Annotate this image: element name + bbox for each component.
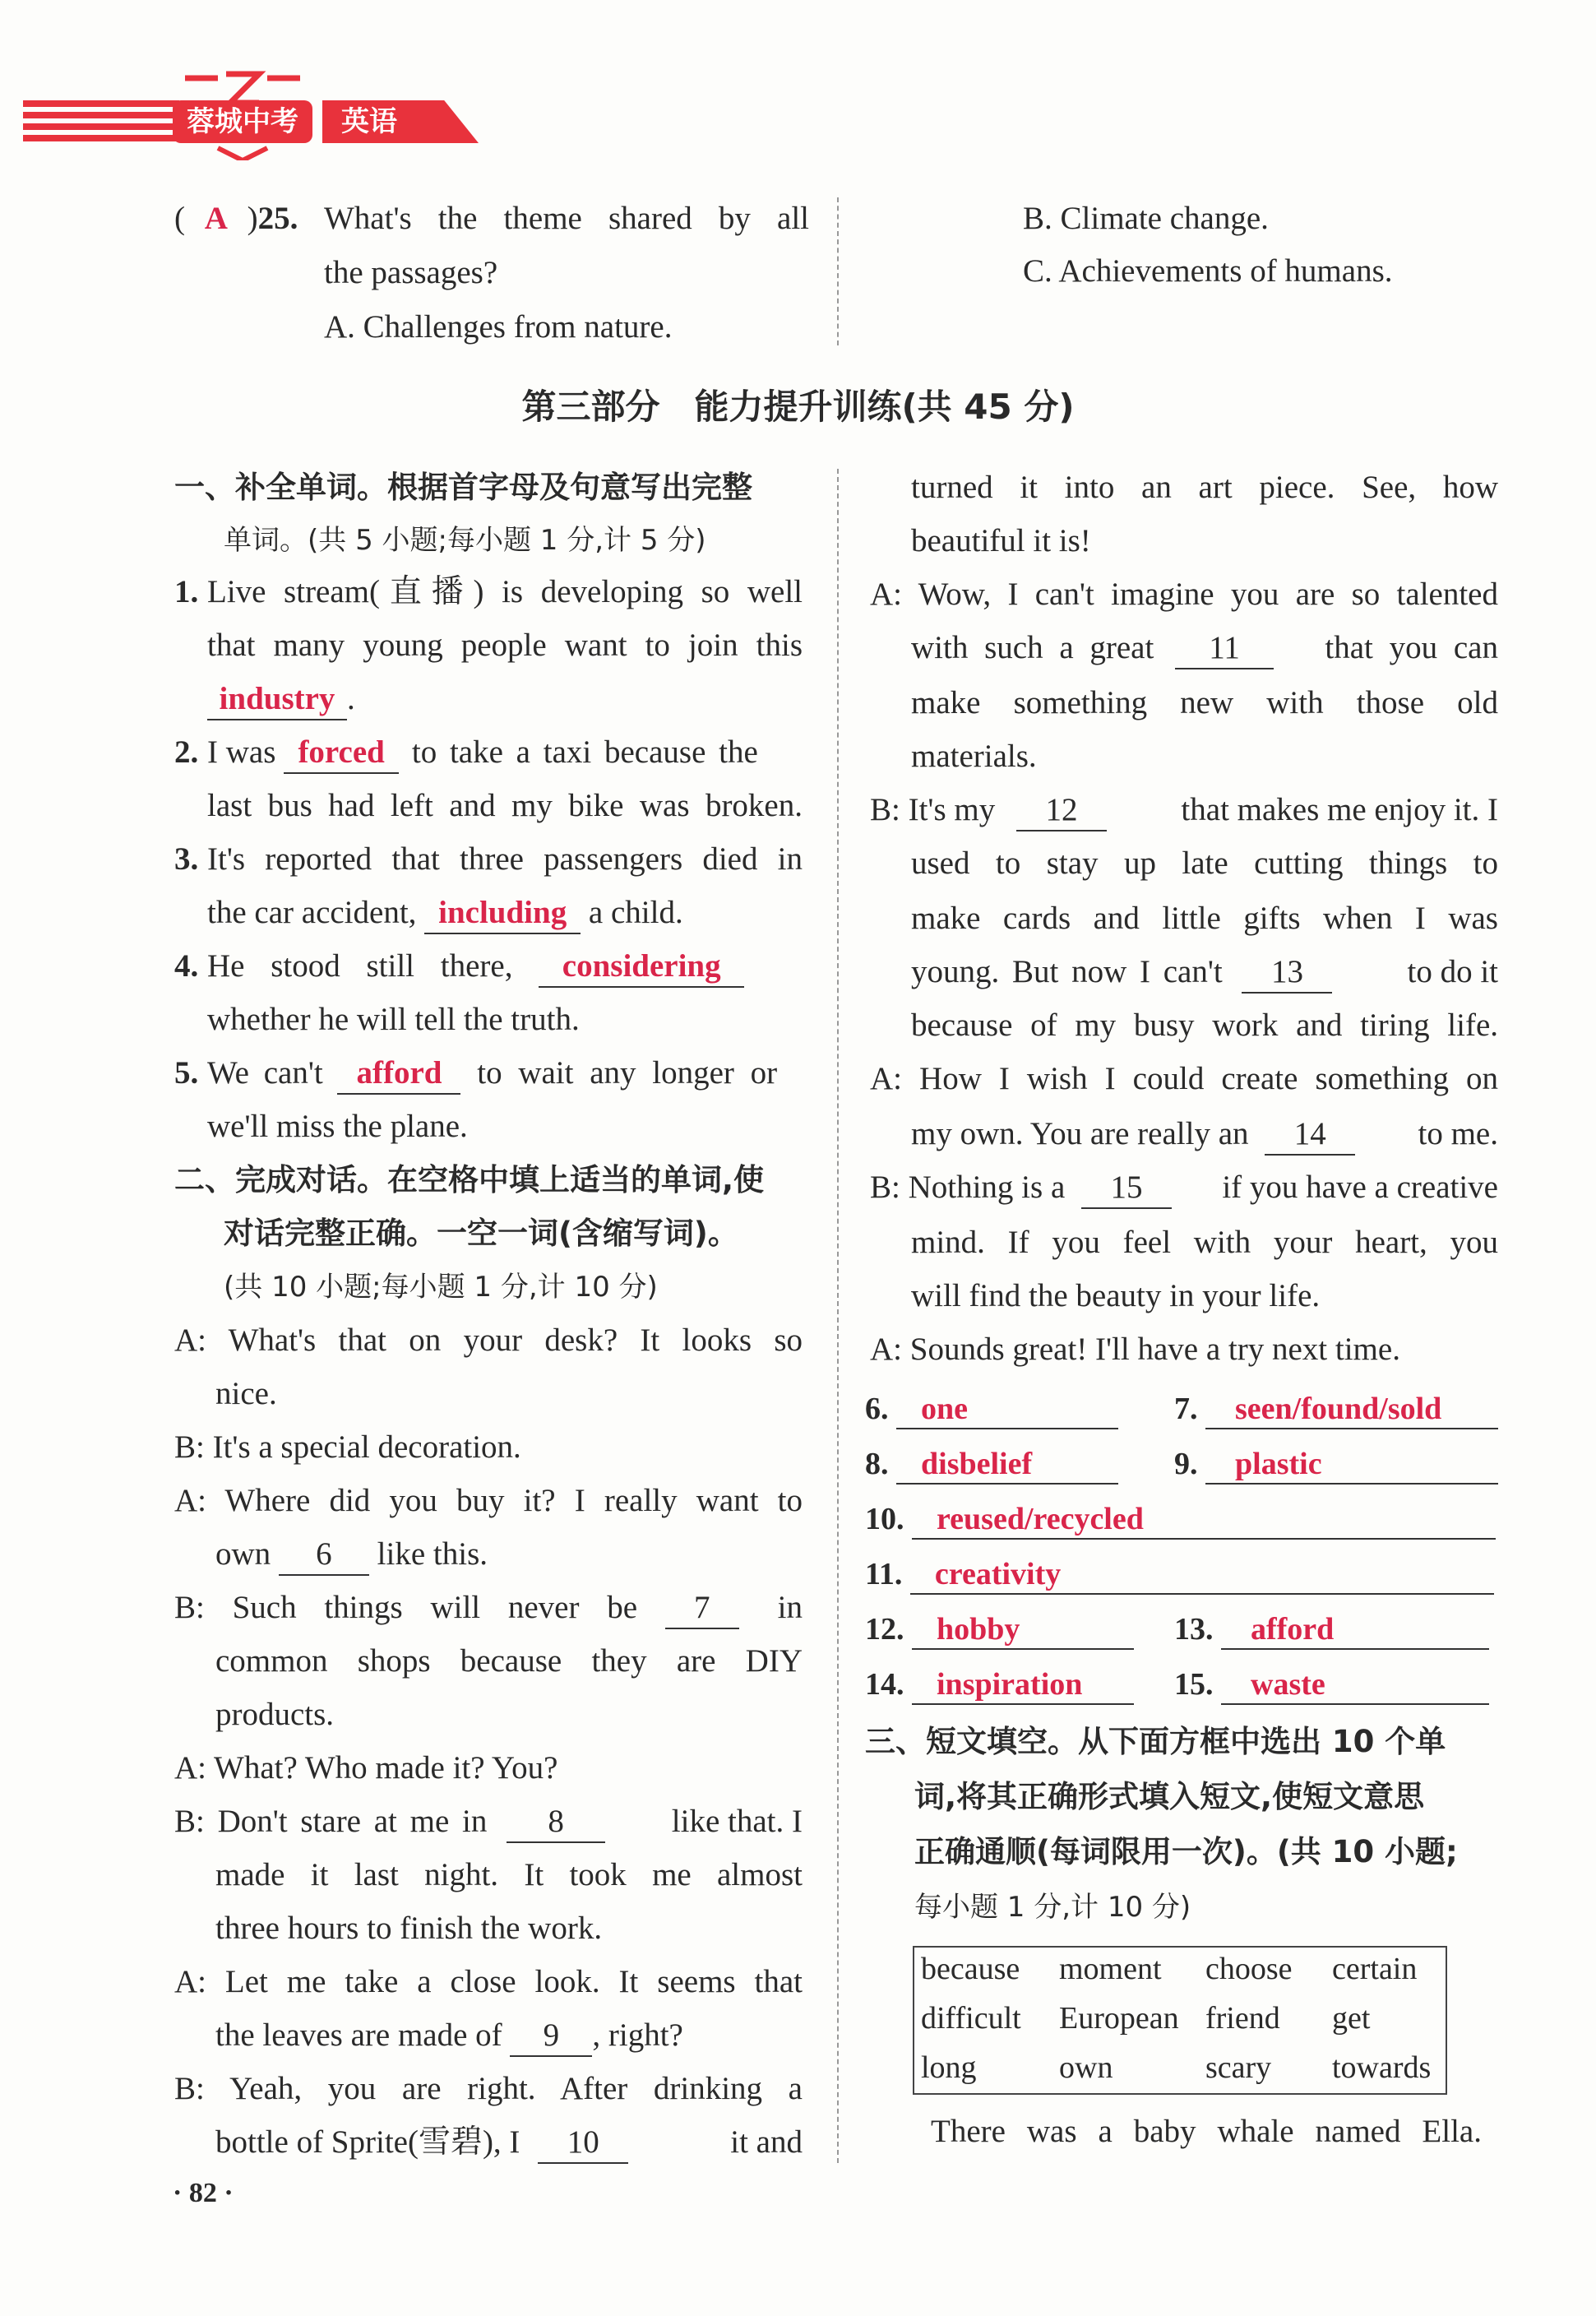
- q25-option-a: A. Challenges from nature.: [324, 309, 673, 345]
- dialog-line: A: Wow, I can't imagine you are so talented: [870, 577, 1498, 612]
- answer: disbelief: [921, 1447, 1033, 1481]
- dialog-line: because of my busy work and tiring life.: [911, 1007, 1498, 1043]
- item-number: 1.: [174, 574, 199, 609]
- answer: seen/found/sold: [1235, 1392, 1442, 1426]
- dialog-line: materials.: [911, 739, 1037, 774]
- dialog-line: B: Nothing is a 15 if you have a creative: [870, 1163, 1498, 1212]
- paren: ): [247, 201, 258, 236]
- dialog-line: A: What's that on your desk? It looks so: [174, 1322, 803, 1358]
- answer: plastic: [1235, 1447, 1322, 1481]
- item-line: He stood still there, considering: [207, 942, 744, 991]
- answer: hobby: [937, 1612, 1020, 1647]
- dialog-line: A: How I wish I could create something on: [870, 1061, 1498, 1096]
- dialog-line: the leaves are made of 9 , right?: [215, 2011, 683, 2060]
- answer: industry: [219, 681, 335, 716]
- answer: considering: [562, 948, 721, 984]
- item-text: Live stream(直播) is developing so well: [207, 574, 803, 609]
- dialog-line: beautiful it is!: [911, 523, 1091, 558]
- blank-6: 6: [279, 1536, 369, 1576]
- section-title: 每小题 1 分,计 10 分): [914, 1891, 1191, 1924]
- page-number: · 82 ·: [173, 2178, 234, 2208]
- dialog-line: B: It's a special decoration.: [174, 1429, 521, 1465]
- section-title: (共 10 小题;每小题 1 分,计 10 分): [224, 1271, 658, 1304]
- dialog-line: make cards and little gifts when I was: [911, 901, 1498, 936]
- answer: inspiration: [937, 1667, 1083, 1702]
- answer: one: [921, 1392, 968, 1426]
- dialog-line: A: What? Who made it? You?: [174, 1750, 558, 1786]
- blank-7: 7: [665, 1590, 739, 1629]
- section-title: 正确通顺(每词限用一次)。(共 10 小题;: [914, 1834, 1458, 1869]
- dialog-line: B: Yeah, you are right. After drinking a: [174, 2071, 803, 2106]
- item-line: I was forced to take a taxi because the: [207, 728, 803, 777]
- answer-row: 12. hobby: [865, 1605, 1134, 1654]
- dialog-line: three hours to finish the work.: [215, 1911, 603, 1946]
- column-divider: [837, 197, 839, 345]
- answer-row: 14. inspiration: [865, 1660, 1134, 1709]
- dialog-line: with such a great 11 that you can: [911, 623, 1498, 673]
- dialog-line: B: Such things will never be 7 in: [174, 1583, 803, 1633]
- blank-13: 13: [1242, 954, 1332, 994]
- answer-row: 11. creativity: [865, 1549, 1494, 1599]
- item-text: we'll miss the plane.: [207, 1109, 468, 1144]
- dialog-line: A: Sounds great! I'll have a try next time.: [870, 1332, 1400, 1367]
- dialog-line: make something new with those old: [911, 685, 1498, 720]
- section-title: 三、短文填空。从下面方框中选出 10 个单: [865, 1724, 1446, 1759]
- blank-11: 11: [1175, 630, 1274, 669]
- item-line: We can't afford to wait any longer or: [207, 1049, 777, 1098]
- dialog-line: bottle of Sprite(雪碧), I 10 it and: [215, 2118, 803, 2167]
- word: because: [921, 1952, 1020, 1986]
- item-text: It's reported that three passengers died in: [207, 841, 803, 877]
- answer-row: 9. plastic: [1174, 1439, 1498, 1489]
- word: scary: [1205, 2050, 1272, 2085]
- blank-9: 9: [510, 2017, 592, 2057]
- header-stripe: [23, 100, 179, 107]
- blank-8: 8: [507, 1804, 605, 1843]
- section-title: 单词。(共 5 小题;每小题 1 分,计 5 分): [224, 524, 706, 557]
- answer-row: 13. afford: [1174, 1605, 1489, 1654]
- item-text: last bus had left and my bike was broken.: [207, 788, 803, 823]
- q25-option-b: B. Climate change.: [1023, 201, 1269, 236]
- dialog-line: turned it into an art piece. See, how: [911, 470, 1498, 505]
- dialog-line: mind. If you feel with your heart, you: [911, 1225, 1498, 1260]
- word: long: [921, 2050, 977, 2085]
- dialog-line: A: Let me take a close look. It seems that: [174, 1964, 803, 1999]
- answer: including: [438, 895, 567, 930]
- dialog-line: A: Where did you buy it? I really want to: [174, 1483, 803, 1518]
- dialog-line: own 6 like this.: [215, 1530, 488, 1579]
- item-number: 5.: [174, 1055, 199, 1091]
- answer: forced: [298, 734, 385, 770]
- answer-row: 10. reused/recycled: [865, 1494, 1496, 1544]
- blank-15: 15: [1081, 1170, 1172, 1209]
- dialog-line: used to stay up late cutting things to: [911, 845, 1498, 881]
- answer: waste: [1251, 1667, 1325, 1702]
- section-title: 词,将其正确形式填入短文,使短文意思: [914, 1779, 1425, 1814]
- item-line: industry .: [207, 674, 355, 724]
- dialog-line: nice.: [215, 1376, 277, 1411]
- word: friend: [1205, 2001, 1280, 2036]
- dialog-line: my own. You are really an 14 to me.: [911, 1109, 1498, 1159]
- answer: creativity: [934, 1557, 1062, 1591]
- column-divider: [837, 469, 839, 2163]
- blank-12: 12: [1016, 792, 1107, 831]
- dialog-line: will find the beauty in your life.: [911, 1278, 1321, 1313]
- dialog-line: common shops because they are DIY: [215, 1643, 803, 1679]
- part-title: 第三部分 能力提升训练(共 45 分): [521, 387, 1075, 427]
- word: certain: [1332, 1952, 1418, 1986]
- word: choose: [1205, 1952, 1293, 1986]
- answer-row: 7. seen/found/sold: [1174, 1384, 1498, 1434]
- item-text: that many young people want to join this: [207, 628, 803, 663]
- subject-label: 英语: [341, 105, 397, 138]
- word: towards: [1332, 2050, 1432, 2085]
- header-stripe: [23, 112, 179, 118]
- word: moment: [1059, 1952, 1162, 1986]
- q25-answer: A: [204, 201, 228, 236]
- blank-10: 10: [538, 2124, 628, 2164]
- section-title: 一、补全单词。根据首字母及句意写出完整: [174, 470, 752, 505]
- header-stripe: [23, 135, 179, 141]
- word: European: [1059, 2001, 1179, 2036]
- item-line: the car accident, including a child.: [207, 888, 683, 938]
- blank-14: 14: [1265, 1116, 1355, 1156]
- item-text: whether he will tell the truth.: [207, 1002, 580, 1037]
- answer-row: 8. disbelief: [865, 1439, 1118, 1489]
- dialog-line: young. But now I can't 13 to do it: [911, 947, 1498, 997]
- paren: (: [174, 201, 185, 236]
- q25-line: [174, 194, 298, 243]
- dialog-line: B: Don't stare at me in 8 like that. I: [174, 1797, 803, 1846]
- answer: afford: [1251, 1612, 1335, 1647]
- section-title: 二、完成对话。在空格中填上适当的单词,使: [174, 1162, 765, 1197]
- brand-name: 蓉城中考: [173, 100, 312, 143]
- item-number: 3.: [174, 841, 199, 877]
- dialog-line: made it last night. It took me almost: [215, 1857, 803, 1892]
- q25-number: 25.: [257, 201, 298, 236]
- q25-option-c: C. Achievements of humans.: [1023, 253, 1393, 289]
- answer-row: 15. waste: [1174, 1660, 1489, 1709]
- q25-stem: the passages?: [324, 255, 498, 290]
- dialog-line: products.: [215, 1697, 335, 1732]
- section-title: 对话完整正确。一空一词(含缩写词)。: [224, 1216, 738, 1251]
- item-number: 4.: [174, 948, 199, 984]
- answer: afford: [356, 1055, 442, 1091]
- answer: reused/recycled: [937, 1502, 1144, 1536]
- word: difficult: [921, 2001, 1021, 2036]
- dialog-line: B: It's my 12 that makes me enjoy it. I: [870, 785, 1498, 835]
- word: get: [1332, 2001, 1371, 2036]
- answer-row: 6. one: [865, 1384, 1118, 1434]
- word: own: [1059, 2050, 1113, 2085]
- passage-text: There was a baby whale named Ella.: [931, 2114, 1482, 2149]
- word-box: [913, 1946, 1447, 2095]
- header-stripe: [23, 123, 179, 130]
- q25-stem: What's the theme shared by all: [324, 201, 809, 236]
- item-number: 2.: [174, 734, 199, 770]
